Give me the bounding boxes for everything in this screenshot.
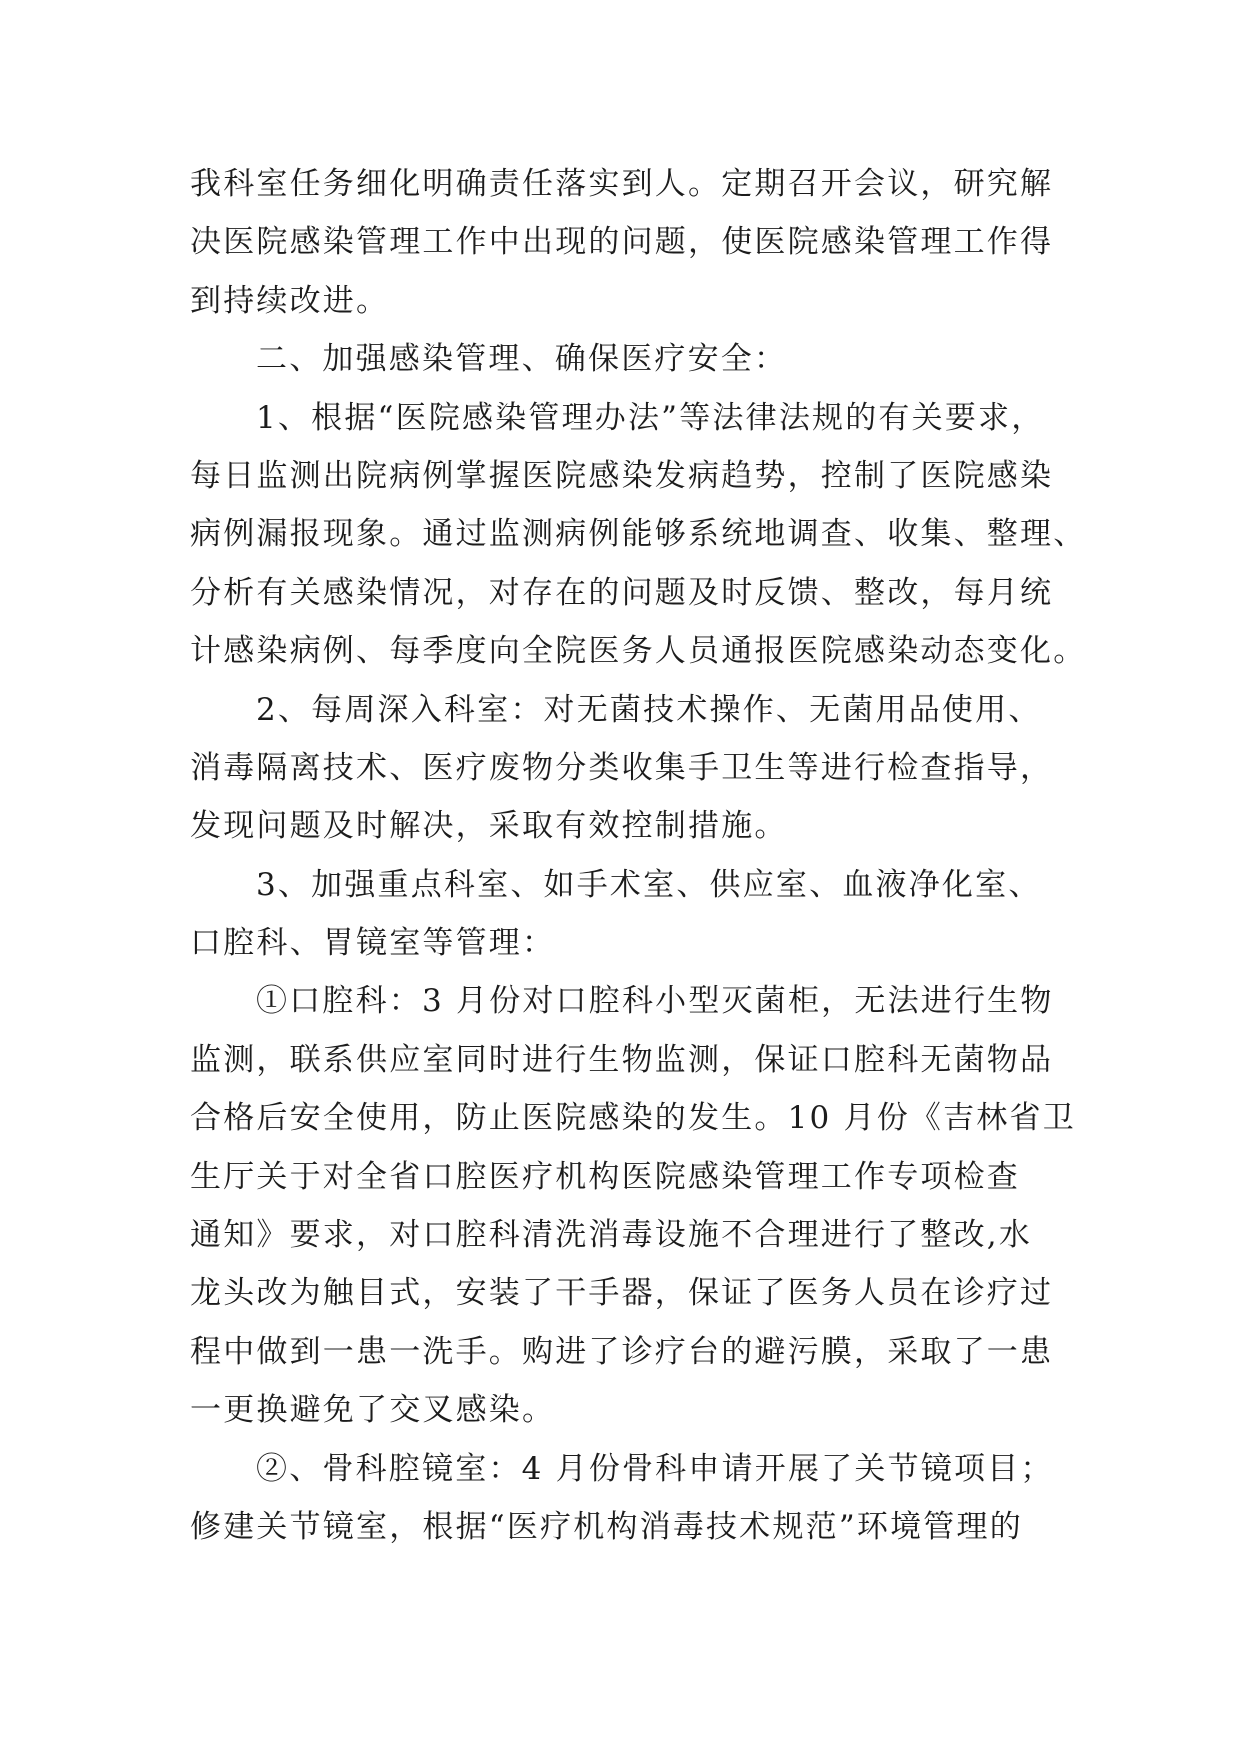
text-line: 修建关节镜室，根据“医疗机构消毒技术规范”环境管理的: [190, 1508, 1023, 1545]
text-line: 决医院感染管理工作中出现的问题，使医院感染管理工作得: [190, 224, 1054, 261]
text-line: 2、每周深入科室：对无菌技术操作、无菌用品使用、: [256, 691, 1042, 728]
text-line: 监测，联系供应室同时进行生物监测，保证口腔科无菌物品: [190, 1041, 1054, 1078]
text-line: 通知》要求，对口腔科清洗消毒设施不合理进行了整改,水: [190, 1217, 1033, 1254]
text-line: 3、加强重点科室、如手术室、供应室、血液净化室、: [256, 866, 1042, 903]
text-line: 二、加强感染管理、确保医疗安全：: [256, 341, 788, 378]
text-line: 我科室任务细化明确责任落实到人。定期召开会议，研究解: [190, 166, 1054, 202]
text-line: 生厅关于对全省口腔医疗机构医院感染管理工作专项检查: [190, 1158, 1020, 1195]
text-line: 消毒隔离技术、医疗废物分类收集手卫生等进行检查指导，: [190, 749, 1054, 786]
text-line: 到持续改进。: [190, 282, 390, 319]
text-line: 计感染病例、每季度向全院医务人员通报医院感染动态变化。: [190, 633, 1087, 670]
text-line: 程中做到一患一洗手。购进了诊疗台的避污膜，采取了一患: [190, 1333, 1054, 1370]
document-body: [190, 155, 1087, 1556]
text-line: 1、根据“医院感染管理办法”等法律法规的有关要求，: [256, 399, 1045, 436]
text-line: 龙头改为触目式，安装了干手器，保证了医务人员在诊疗过: [190, 1275, 1054, 1312]
text-line: 病例漏报现象。通过监测病例能够系统地调查、收集、整理、: [190, 516, 1087, 553]
text-line: 每日监测出院病例掌握医院感染发病趋势，控制了医院感染: [190, 457, 1054, 494]
text-line: 合格后安全使用，防止医院感染的发生。10 月份《吉林省卫: [190, 1100, 1076, 1137]
text-line: 一更换避免了交叉感染。: [190, 1392, 556, 1429]
text-line: 口腔科、胃镜室等管理：: [190, 925, 556, 962]
text-line: 发现问题及时解决，采取有效控制措施。: [190, 808, 788, 845]
text-line: 分析有关感染情况，对存在的问题及时反馈、整改，每月统: [190, 574, 1054, 611]
text-line: ①口腔科：3 月份对口腔科小型灭菌柜，无法进行生物: [256, 983, 1054, 1020]
text-line: ②、骨科腔镜室：4 月份骨科申请开展了关节镜项目；: [256, 1450, 1054, 1487]
